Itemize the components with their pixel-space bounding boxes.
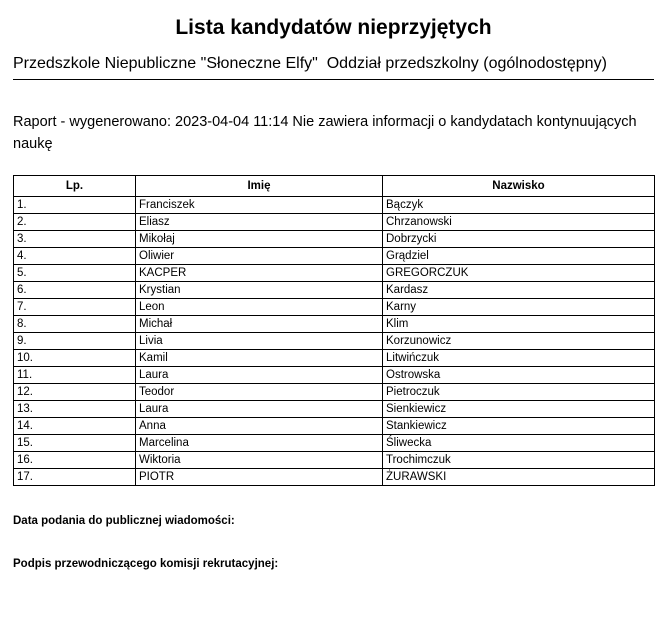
cell-lp: 14.	[14, 418, 136, 435]
cell-nazwisko: Pietroczuk	[383, 384, 655, 401]
table-row	[14, 333, 655, 350]
cell-lp: 7.	[14, 299, 136, 316]
cell-nazwisko: GREGORCZUK	[383, 265, 655, 282]
cell-lp: 3.	[14, 231, 136, 248]
cell-nazwisko: Bączyk	[383, 197, 655, 214]
cell-lp: 10.	[14, 350, 136, 367]
cell-nazwisko: ŻURAWSKI	[383, 469, 655, 486]
cell-lp: 17.	[14, 469, 136, 486]
cell-lp: 16.	[14, 452, 136, 469]
cell-imie: Oliwier	[136, 248, 383, 265]
cell-imie: Leon	[136, 299, 383, 316]
cell-imie: KACPER	[136, 265, 383, 282]
cell-nazwisko: Śliwecka	[383, 435, 655, 452]
cell-imie: Kamil	[136, 350, 383, 367]
signature-label: Podpis przewodniczącego komisji rekrutacyjnej:	[13, 558, 279, 570]
table-row	[14, 282, 655, 299]
cell-lp: 2.	[14, 214, 136, 231]
header-nazwisko: Nazwisko	[383, 176, 655, 197]
table-row	[14, 350, 655, 367]
cell-lp: 13.	[14, 401, 136, 418]
report-info: Raport - wygenerowano: 2023-04-04 11:14 Nie zawiera informacji o kandydatach kontynuujących naukę	[13, 114, 637, 152]
table-row	[14, 367, 655, 384]
header-divider	[13, 79, 654, 80]
cell-lp: 6.	[14, 282, 136, 299]
cell-imie: Michał	[136, 316, 383, 333]
cell-imie: Livia	[136, 333, 383, 350]
cell-imie: PIOTR	[136, 469, 383, 486]
header-imie: Imię	[136, 176, 383, 197]
table-row	[14, 469, 655, 486]
page-title: Lista kandydatów nieprzyjętych	[175, 16, 492, 39]
cell-imie: Marcelina	[136, 435, 383, 452]
cell-imie: Mikołaj	[136, 231, 383, 248]
cell-imie: Krystian	[136, 282, 383, 299]
table-row	[14, 384, 655, 401]
cell-nazwisko: Klim	[383, 316, 655, 333]
cell-lp: 8.	[14, 316, 136, 333]
cell-nazwisko: Trochimczuk	[383, 452, 655, 469]
table-row	[14, 316, 655, 333]
cell-imie: Teodor	[136, 384, 383, 401]
cell-lp: 4.	[14, 248, 136, 265]
cell-lp: 15.	[14, 435, 136, 452]
cell-imie: Eliasz	[136, 214, 383, 231]
cell-nazwisko: Kardasz	[383, 282, 655, 299]
cell-nazwisko: Karny	[383, 299, 655, 316]
cell-imie: Anna	[136, 418, 383, 435]
cell-nazwisko: Chrzanowski	[383, 214, 655, 231]
cell-nazwisko: Stankiewicz	[383, 418, 655, 435]
cell-imie: Laura	[136, 401, 383, 418]
table-row	[14, 197, 655, 214]
institution-subtitle: Przedszkole Niepubliczne "Słoneczne Elfy" Oddział przedszkolny (ogólnodostępny)	[13, 55, 607, 72]
cell-lp: 9.	[14, 333, 136, 350]
cell-nazwisko: Litwińczuk	[383, 350, 655, 367]
table-row	[14, 231, 655, 248]
cell-imie: Laura	[136, 367, 383, 384]
cell-lp: 5.	[14, 265, 136, 282]
cell-lp: 1.	[14, 197, 136, 214]
cell-nazwisko: Sienkiewicz	[383, 401, 655, 418]
table-body	[14, 197, 655, 486]
table-row	[14, 248, 655, 265]
cell-nazwisko: Dobrzycki	[383, 231, 655, 248]
table-row	[14, 265, 655, 282]
cell-nazwisko: Ostrowska	[383, 367, 655, 384]
cell-imie: Franciszek	[136, 197, 383, 214]
table-row	[14, 401, 655, 418]
candidates-table	[13, 175, 655, 486]
publication-date-label: Data podania do publicznej wiadomości:	[13, 515, 235, 527]
header-lp: Lp.	[14, 176, 136, 197]
table-header-row	[14, 176, 655, 197]
cell-nazwisko: Grądziel	[383, 248, 655, 265]
cell-lp: 11.	[14, 367, 136, 384]
table-row	[14, 435, 655, 452]
table-row	[14, 214, 655, 231]
cell-lp: 12.	[14, 384, 136, 401]
cell-nazwisko: Korzunowicz	[383, 333, 655, 350]
cell-imie: Wiktoria	[136, 452, 383, 469]
table-row	[14, 299, 655, 316]
table-row	[14, 418, 655, 435]
table-row	[14, 452, 655, 469]
